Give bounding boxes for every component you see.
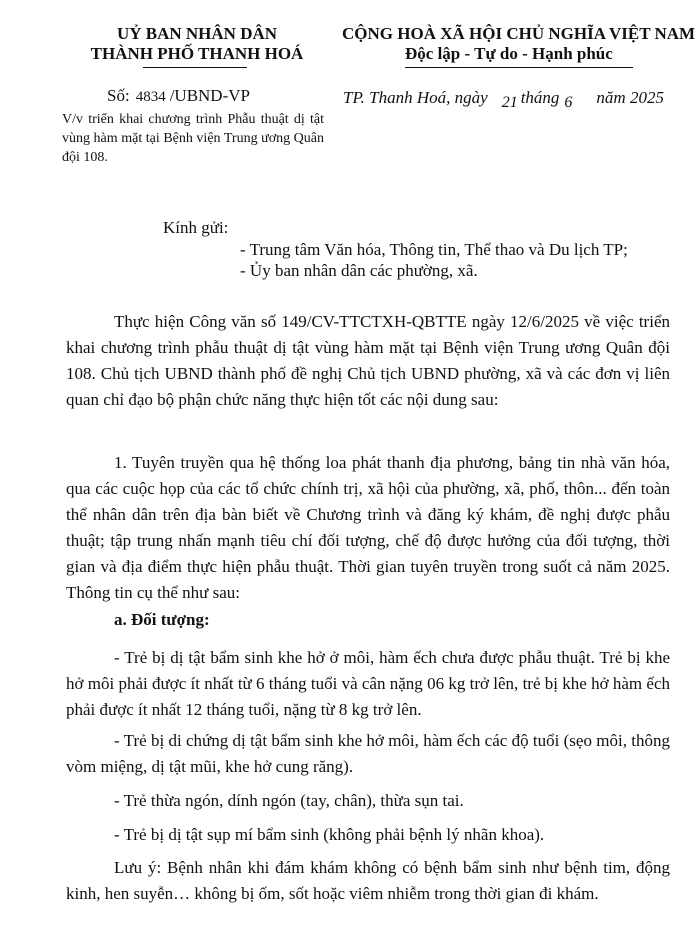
date-day: 21 — [501, 94, 518, 111]
date-month-label: tháng — [520, 88, 560, 107]
recipient-item: - Ủy ban nhân dân các phường, xã. — [240, 261, 478, 280]
document-number — [107, 86, 250, 106]
number-value: 4834 — [135, 89, 166, 105]
criteria-bullet: - Trẻ bị dị tật bẩm sinh khe hở ở môi, hàm ếch chưa được phẫu thuật. Trẻ bị khe hở môi phải được ít nhất từ 6 tháng tuổi và cân nặng 06 kg trở lên, trẻ bị khe hở hàm ếch phải được ít nhất 12 tháng tuổi, nặng từ 8 kg trở lên. — [66, 648, 670, 719]
date-place: TP. Thanh Hoá, ngày — [343, 88, 488, 107]
section-heading-a: a. Đối tượng: — [114, 610, 210, 629]
date-month: 6 — [564, 94, 573, 111]
document-subject: V/v triển khai chương trình Phẫu thuật dị tật vùng hàm mặt tại Bệnh viện Trung ương Quân đội 108. — [62, 112, 324, 165]
recipient-item: - Trung tâm Văn hóa, Thông tin, Thể thao và Du lịch TP; — [240, 240, 628, 259]
criteria-bullet: - Trẻ bị di chứng dị tật bẩm sinh khe hở môi, hàm ếch các độ tuổi (sẹo môi, thông vòm miệng, dị tật mũi, khe hở cung răng). — [66, 731, 670, 776]
recipients-greeting: Kính gửi: — [163, 218, 229, 237]
date-year: năm 2025 — [596, 88, 664, 107]
national-motto: Độc lập - Tự do - Hạnh phúc — [405, 44, 613, 63]
national-motto-underline — [405, 67, 633, 68]
item-1-paragraph: 1. Tuyên truyền qua hệ thống loa phát thanh địa phương, bảng tin nhà văn hóa, qua các cuộc họp của các tổ chức chính trị, xã hội của phường, xã, phố, thôn... đến toàn thể nhân dân trên địa bàn biết về Chương trình và đăng ký khám, đề nghị được phẫu thuật; tập trung nhấn mạnh tiêu chí đối tượng, chế độ được hưởng của đối tượng, thời gian và địa điểm thực hiện phẫu thuật. Thời gian tuyên truyền trong suốt cả năm 2025. Thông tin cụ thể như sau: — [66, 453, 670, 602]
intro-paragraph: Thực hiện Công văn số 149/CV-TTCTXH-QBTTE ngày 12/6/2025 về việc triển khai chương trình phẫu thuật dị tật vùng hàm mặt tại Bệnh viện Trung ương Quân đội 108. Chủ tịch UBND thành phố đề nghị Chủ tịch UBND phường, xã và các đơn vị liên quan chỉ đạo bộ phận chức năng thực hiện tốt các nội dung sau: — [66, 312, 670, 409]
national-title: CỘNG HOÀ XÃ HỘI CHỦ NGHĨA VIỆT NAM — [342, 24, 696, 43]
issuing-org-line1: UỶ BAN NHÂN DÂN — [116, 24, 278, 43]
issuing-org-line2: THÀNH PHỐ THANH HOÁ — [90, 44, 304, 63]
issuing-org-underline — [143, 67, 247, 68]
number-label: Số: — [107, 86, 130, 105]
document-date — [343, 88, 664, 111]
note-paragraph: Lưu ý: Bệnh nhân khi đám khám không có bệnh bẩm sinh như bệnh tim, động kinh, hen suyễn… không bị ốm, sốt hoặc viêm nhiễm trong thời gian đi khám. — [66, 858, 670, 903]
criteria-bullet: - Trẻ bị dị tật sụp mí bẩm sinh (không phải bệnh lý nhãn khoa). — [114, 825, 545, 844]
number-suffix: /UBND-VP — [169, 86, 250, 105]
criteria-bullet: - Trẻ thừa ngón, dính ngón (tay, chân), thừa sụn tai. — [114, 791, 464, 810]
